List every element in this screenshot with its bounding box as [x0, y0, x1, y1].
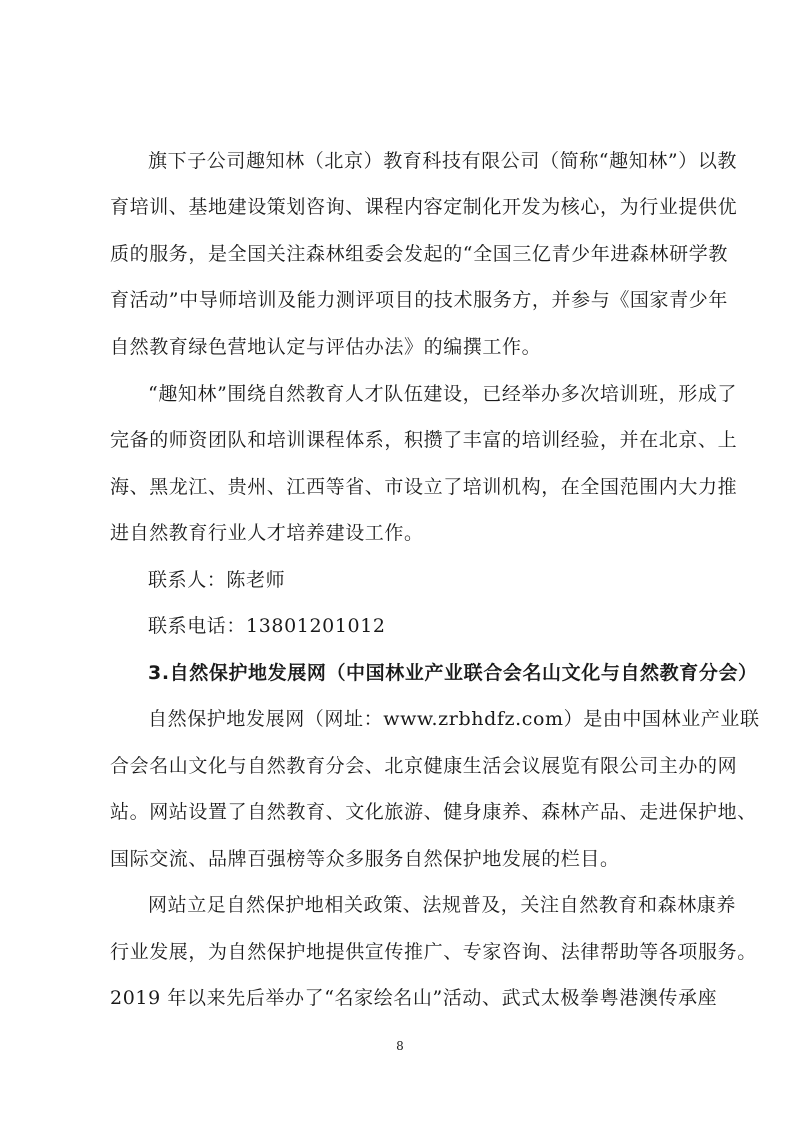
paragraph-4-line-1: 网站立足自然保护地相关政策、法规普及，关注自然教育和森林康养 — [148, 894, 737, 916]
paragraph-2-line-4: 进自然教育行业人才培养建设工作。 — [110, 522, 424, 544]
paragraph-1-line-1: 旗下子公司趣知林（北京）教育科技有限公司（简称“趣知林”）以教 — [148, 150, 738, 172]
paragraph-1-line-5: 自然教育绿色营地认定与评估办法》的编撰工作。 — [110, 336, 542, 358]
paragraph-1-line-3: 质的服务，是全国关注森林组委会发起的“全国三亿青少年进森林研学教 — [110, 243, 728, 265]
paragraph-1-line-4: 育活动”中导师培训及能力测评项目的技术服务方，并参与《国家青少年 — [110, 289, 728, 311]
paragraph-3-line-2: 合会名山文化与自然教育分会、北京健康生活会议展览有限公司主办的网 — [110, 755, 738, 777]
paragraph-4-line-2: 行业发展，为自然保护地提供宣传推广、专家咨询、法律帮助等各项服务。 — [110, 941, 757, 963]
section-3-heading: 3.自然保护地发展网（中国林业产业联合会名山文化与自然教育分会） — [148, 662, 758, 684]
paragraph-1-line-2: 育培训、基地建设策划咨询、课程内容定制化开发为核心，为行业提供优 — [110, 196, 738, 218]
paragraph-3-line-4: 国际交流、品牌百强榜等众多服务自然保护地发展的栏目。 — [110, 848, 620, 870]
paragraph-3-line-3: 站。网站设置了自然教育、文化旅游、健身康养、森林产品、走进保护地、 — [110, 801, 757, 823]
paragraph-2-line-3: 海、黑龙江、贵州、江西等省、市设立了培训机构，在全国范围内大力推 — [110, 476, 738, 498]
paragraph-2-line-1: “趣知林”围绕自然教育人才队伍建设，已经举办多次培训班，形成了 — [148, 383, 738, 405]
contact-phone: 联系电话：13801201012 — [148, 615, 386, 637]
paragraph-2-line-2: 完备的师资团队和培训课程体系，积攒了丰富的培训经验，并在北京、上 — [110, 429, 738, 451]
contact-person: 联系人：陈老师 — [148, 569, 286, 591]
page-number: 8 — [396, 1039, 404, 1053]
paragraph-4-line-3: 2019 年以来先后举办了“名家绘名山”活动、武式太极拳粤港澳传承座 — [110, 987, 718, 1009]
paragraph-3-line-1: 自然保护地发展网（网址：www.zrbhdfz.com）是由中国林业产业联 — [148, 708, 760, 730]
